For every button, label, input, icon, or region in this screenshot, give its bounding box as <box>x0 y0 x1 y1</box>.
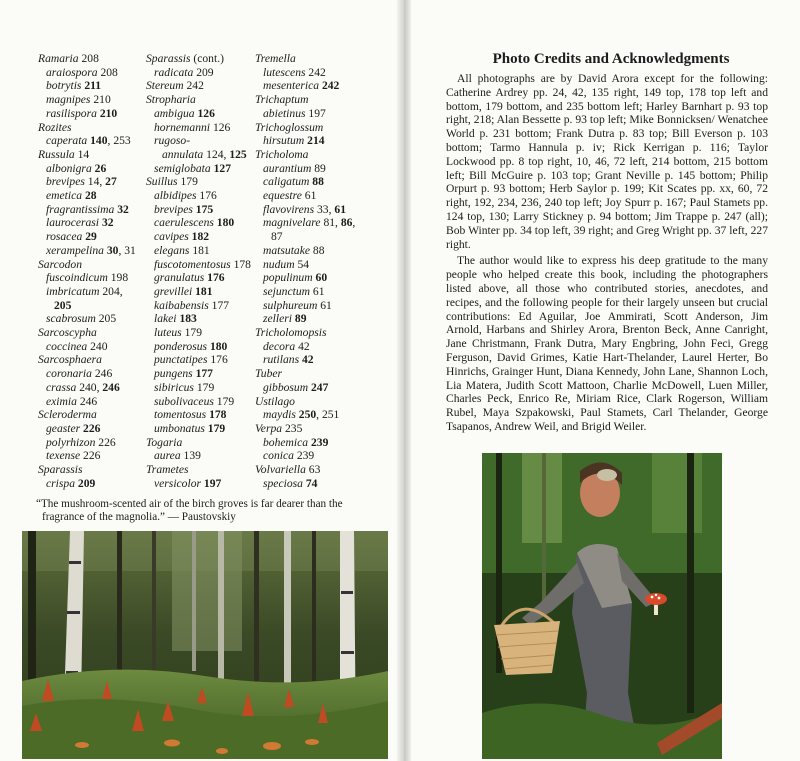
species-name: coronaria <box>46 367 92 381</box>
page-number: 246 <box>94 367 113 381</box>
species-name: geaster <box>46 421 81 435</box>
page-number: 210 <box>93 93 111 107</box>
illustrated-page-number: 180 <box>209 339 228 353</box>
index-species-entry <box>146 107 255 121</box>
illustrated-page-number: 30 <box>106 243 119 257</box>
index-species-entry <box>146 395 255 409</box>
species-name: versicolor <box>154 476 202 490</box>
index-species-entry <box>38 422 146 436</box>
page-number: 239 <box>296 449 315 463</box>
index-genus-entry <box>38 52 146 66</box>
page-number: 81, <box>323 216 341 230</box>
illustrated-page-number: 178 <box>209 408 227 422</box>
page-number: 88 <box>312 243 325 257</box>
species-name: rosacea <box>46 230 83 244</box>
index-species-entry <box>146 271 255 285</box>
species-name: grevillei <box>154 284 193 298</box>
genus-name: Sparassis <box>146 52 191 65</box>
index-species-entry <box>38 395 146 409</box>
illustrated-page-number: 181 <box>195 284 213 298</box>
illustrated-page-number: 177 <box>195 367 213 381</box>
index-species-entry <box>255 244 374 258</box>
species-index <box>38 52 374 491</box>
index-genus-entry <box>146 93 255 107</box>
epigraph-quote <box>36 498 372 525</box>
genus-name: Tricholomopsis <box>255 326 327 340</box>
illustrated-page-number: 211 <box>84 79 102 93</box>
index-species-entry <box>146 312 255 326</box>
index-species-entry <box>38 449 146 463</box>
species-name: aurea <box>154 449 181 463</box>
page-number: 179 <box>216 394 235 408</box>
page-number: 226 <box>98 435 116 449</box>
illustrated-page-number: 89 <box>294 312 307 326</box>
index-species-entry <box>255 203 374 217</box>
genus-name: Sarcodon <box>38 257 83 271</box>
illustrated-page-number: 42 <box>301 353 314 367</box>
index-species-entry <box>38 175 146 189</box>
index-genus-entry <box>38 258 146 272</box>
species-name: rugoso- <box>154 134 191 148</box>
species-name: magnivelare <box>263 216 321 230</box>
genus-name: Trichaptum <box>255 93 309 107</box>
page-number: 176 <box>210 353 228 367</box>
index-species-entry <box>255 477 374 491</box>
index-species-entry <box>38 244 146 258</box>
species-name: crispa <box>46 476 75 490</box>
species-name: umbonatus <box>154 421 205 435</box>
genus-name: Ustilago <box>255 394 295 408</box>
genus-name: Scleroderma <box>38 408 97 422</box>
index-species-entry <box>38 203 146 217</box>
index-genus-entry <box>255 148 374 162</box>
page-number: 176 <box>199 189 217 203</box>
species-name: caperata <box>46 134 88 148</box>
index-species-entry <box>255 449 374 463</box>
species-name: decora <box>263 339 296 353</box>
page-number: 246 <box>79 394 98 408</box>
index-species-entry <box>38 312 146 326</box>
page-number: 179 <box>196 380 215 394</box>
index-species-entry <box>255 312 374 326</box>
illustrated-page-number: 27 <box>105 175 117 189</box>
species-name: coccinea <box>46 339 88 353</box>
species-name: radicata <box>154 65 194 79</box>
quote-line-1: “The mushroom-scented air of the birch groves is far dearer than the <box>36 498 343 510</box>
species-name: cavipes <box>154 230 189 244</box>
page-number: 124, <box>206 147 230 161</box>
species-name: elegans <box>154 243 190 257</box>
index-species-entry <box>146 148 255 162</box>
species-name: tomentosus <box>154 408 207 422</box>
index-species-entry <box>38 230 146 244</box>
index-genus-entry <box>255 367 374 381</box>
species-name: kaibabensis <box>154 298 209 312</box>
illustrated-page-number: 61 <box>334 202 346 216</box>
index-species-entry <box>255 107 374 121</box>
page-number: 61 <box>312 284 325 298</box>
page-number: 178 <box>233 257 251 271</box>
illustrated-page-number: 29 <box>85 230 97 244</box>
index-genus-entry <box>255 52 374 66</box>
page-number: 179 <box>184 326 202 340</box>
index-species-entry <box>146 449 255 463</box>
index-species-entry <box>146 367 255 381</box>
species-name: nudum <box>263 257 295 271</box>
genus-name: Volvariella <box>255 463 306 477</box>
species-name: populinum <box>263 271 313 285</box>
genus-name: Rozites <box>38 120 72 134</box>
species-name: caligatum <box>263 175 310 189</box>
index-species-entry <box>38 66 146 80</box>
index-species-entry <box>38 477 146 491</box>
index-genus-entry <box>38 353 146 367</box>
index-genus-entry <box>146 175 255 189</box>
species-name: flavovirens <box>263 202 315 216</box>
index-continuation-line <box>38 299 146 313</box>
page-number: , 31 <box>118 243 136 257</box>
illustrated-page-number: 26 <box>94 161 107 175</box>
genus-name: Russula <box>38 147 75 161</box>
illustrated-page-number: 205 <box>54 298 72 312</box>
page-number: 139 <box>183 449 201 463</box>
page-number: 61 <box>304 189 317 203</box>
species-name: emetica <box>46 189 83 203</box>
index-species-entry <box>38 367 146 381</box>
index-species-entry <box>146 134 255 148</box>
species-name: hornemanni <box>154 120 211 134</box>
page-number: 14 <box>77 147 90 161</box>
index-species-entry <box>38 436 146 450</box>
species-name: araiospora <box>46 65 98 79</box>
genus-name: Stropharia <box>146 93 196 107</box>
species-name: gibbosum <box>263 380 309 394</box>
index-species-entry <box>146 203 255 217</box>
illustrated-page-number: 246 <box>102 380 120 394</box>
species-name: eximia <box>46 394 77 408</box>
species-name: punctatipes <box>154 353 208 367</box>
illustrated-page-number: 126 <box>197 106 215 120</box>
illustrated-page-number: 125 <box>229 147 247 161</box>
illustrated-page-number: 60 <box>315 271 328 285</box>
page-number: 87 <box>271 230 283 244</box>
forest-photo-drawing <box>22 531 388 759</box>
species-name: sejunctum <box>263 284 311 298</box>
index-species-entry <box>255 285 374 299</box>
index-species-entry <box>146 66 255 80</box>
index-species-entry <box>255 258 374 272</box>
index-genus-entry <box>255 395 374 409</box>
index-species-entry <box>255 436 374 450</box>
species-name: hirsutum <box>263 134 305 148</box>
illustrated-page-number: 28 <box>84 189 97 203</box>
page-number: 208 <box>100 65 118 79</box>
page-number: 242 <box>308 65 326 79</box>
species-name: brevipes <box>154 202 193 216</box>
mushroom-hunter-photo <box>482 453 722 759</box>
photo-credits-paragraph: All photographs are by David Arora except for the following: Catherine Ardrey pp. 24, 42, 135 right, 149 top, 178 top left and bottom, 179 bottom, and 235 bottom left; Harley Barnhart p. 93 top right, 218; Alan Bessette p. 93 top left; Mike Bonnicksen/ Wenatchee World p. 231 bottom; Frank Dutra p. 83 top; Bill Everson p. 103 bottom; Tarmo Hannula p. iv; Rick Kerrigan p. 116; Taylor Lockwood pp. 8 top right, 10, 46, 72 left, 214 bottom, 215 bottom left; Bill McGuire p. 103 top; Grant Neville p. 145 bottom; Philip Orpurt p. 93 bottom; Herb Saylor p. 199; Kit Scates pp. xx, 60, 72 right, 192, 234, 236, 240 top left; Joy Spurr p. 167; Paul Stamets pp. 124 top, 130; Larry Stickney p. 94 bottom; Jim Trappe p. 247 (all); Bob Winter pp. 34 top left, 39 right; and Greg Wright pp. 37 left, 227 right. <box>446 72 768 251</box>
book-gutter <box>397 0 411 761</box>
illustrated-page-number: 214 <box>307 134 325 148</box>
illustrated-page-number: 226 <box>83 421 101 435</box>
species-name: caerulescens <box>154 216 214 230</box>
index-genus-entry <box>38 326 146 340</box>
species-name: conica <box>263 449 294 463</box>
species-name: lakei <box>154 312 177 326</box>
index-genus-entry <box>38 121 146 135</box>
page-number: 63 <box>308 463 321 477</box>
species-name: granulatus <box>154 271 205 285</box>
index-species-entry <box>38 134 146 148</box>
illustrated-page-number: 247 <box>311 380 329 394</box>
illustrated-page-number: 182 <box>191 230 210 244</box>
illustrated-page-number: 250 <box>298 408 317 422</box>
species-name: equestre <box>263 189 302 203</box>
index-genus-entry <box>255 463 374 477</box>
illustrated-page-number: 175 <box>195 202 214 216</box>
index-species-entry <box>146 216 255 230</box>
page-number: 240 <box>90 339 108 353</box>
index-genus-entry <box>38 408 146 422</box>
index-species-entry <box>146 189 255 203</box>
index-species-entry <box>38 285 146 299</box>
page-number: , 253 <box>107 134 131 148</box>
species-name: pungens <box>154 367 193 381</box>
species-name: brevipes <box>46 175 85 189</box>
page-number: 14, <box>87 175 106 189</box>
genus-name: Tuber <box>255 367 283 381</box>
illustrated-page-number: 183 <box>179 312 197 326</box>
species-name: magnipes <box>46 93 91 107</box>
illustrated-page-number: 197 <box>203 476 222 490</box>
index-species-entry <box>38 162 146 176</box>
illustrated-page-number: 179 <box>207 421 226 435</box>
page-number: 126 <box>212 120 231 134</box>
index-species-entry <box>255 353 374 367</box>
index-species-entry <box>255 408 374 422</box>
acknowledgments-paragraph: The author would like to express his deep gratitude to the many people who helped create this book, including the photographers listed above, all those who contributed stories, anecdotes, and recipes, and the following people for their largely unseen but crucial contributions: Ed Aguilar, Joe Ammirati, Scott Anderson, Jim Arnold, Harbans and Shirley Arora, Brenton Beck, Anne Canright, Jane Christmann, Frank Dutra, Mary Engbring, John Feci, Gregg Ferguson, David Grimes, Katie Hart-Thelander, Laurel Herter, Bo Hinrichs, Grainger Hunt, Diana Kennedy, John Lane, Shannon Loch, Lia Matera, Judith Scott Mattoon, Charlie McDowell, Luen Miller, Charles Peck, Enrico Re, Miriam Rice, Clark Rogerson, William Rubel, Maya Szpakowski, Paul Stamets, Carl Thelander, George Tsapanos, Andrew Weil, and Brigid Weiler. <box>446 254 768 433</box>
index-species-entry <box>38 271 146 285</box>
index-genus-entry <box>38 148 146 162</box>
species-name: aurantium <box>263 161 312 175</box>
index-species-entry <box>38 79 146 93</box>
page-number: 240, <box>79 380 103 394</box>
page-number: 42 <box>298 339 310 353</box>
species-name: botrytis <box>46 79 82 93</box>
page-number: 226 <box>83 449 101 463</box>
page-number: 209 <box>196 65 214 79</box>
index-species-entry <box>255 340 374 354</box>
index-species-entry <box>146 121 255 135</box>
illustrated-page-number: 210 <box>99 106 118 120</box>
index-species-entry <box>38 93 146 107</box>
genus-name: Trametes <box>146 463 189 477</box>
index-species-entry <box>146 340 255 354</box>
species-name: matsutake <box>263 243 311 257</box>
index-species-entry <box>38 340 146 354</box>
index-genus-entry <box>146 79 255 93</box>
species-name: zelleri <box>263 312 292 326</box>
illustrated-page-number: 242 <box>321 79 340 93</box>
illustrated-page-number: 140 <box>90 134 108 148</box>
index-species-entry <box>146 353 255 367</box>
index-species-entry <box>146 477 255 491</box>
index-species-entry <box>146 299 255 313</box>
index-species-entry <box>255 66 374 80</box>
index-species-entry <box>38 381 146 395</box>
page-number: 204, <box>102 284 123 298</box>
index-genus-entry <box>146 52 255 66</box>
index-species-entry <box>255 175 374 189</box>
page-number: 198 <box>110 271 129 285</box>
species-name: crassa <box>46 380 77 394</box>
species-name: scabrosum <box>46 312 96 326</box>
person-photo-drawing <box>482 453 722 759</box>
species-name: fuscoindicum <box>46 271 108 285</box>
page-number: 61 <box>320 298 332 312</box>
species-name: lutescens <box>263 65 306 79</box>
species-name: mesenterica <box>263 79 320 93</box>
index-species-entry <box>146 422 255 436</box>
page-number: 197 <box>308 106 326 120</box>
illustrated-page-number: 176 <box>207 271 225 285</box>
species-name: laurocerasi <box>46 216 100 230</box>
index-species-entry <box>255 162 374 176</box>
index-species-entry <box>38 107 146 121</box>
index-species-entry <box>255 216 374 230</box>
index-column-2 <box>146 52 255 491</box>
species-name: albonigra <box>46 161 92 175</box>
species-name: speciosa <box>263 476 303 490</box>
species-name: sibiricus <box>154 380 194 394</box>
index-species-entry <box>255 134 374 148</box>
illustrated-page-number: 239 <box>310 435 329 449</box>
page-number: 89 <box>314 161 326 175</box>
index-column-1 <box>38 52 146 491</box>
species-name: fragrantissima <box>46 202 115 216</box>
index-genus-entry <box>146 463 255 477</box>
index-species-entry <box>146 326 255 340</box>
species-name: fuscotomentosus <box>154 257 231 271</box>
illustrated-page-number: 32 <box>101 216 114 230</box>
index-genus-entry <box>255 93 374 107</box>
index-species-entry <box>146 381 255 395</box>
index-species-entry <box>146 162 255 176</box>
genus-name: Stereum <box>146 79 184 93</box>
species-name: ambigua <box>154 106 195 120</box>
page-number: 54 <box>297 257 310 271</box>
index-genus-entry <box>38 463 146 477</box>
credits-text <box>446 72 768 434</box>
page-number: , 251 <box>316 408 340 422</box>
species-name: abietinus <box>263 106 306 120</box>
page-number: 242 <box>186 79 204 93</box>
genus-name: Sarcoscypha <box>38 326 97 340</box>
species-name: texense <box>46 449 81 463</box>
page-number: 177 <box>211 298 230 312</box>
page-number: 205 <box>98 312 117 326</box>
quote-line-2: fragrance of the magnolia.” — Paustovskiy <box>42 511 236 524</box>
species-name: imbricatum <box>46 284 100 298</box>
genus-name: Ramaria <box>38 52 79 65</box>
illustrated-page-number: 32 <box>117 202 129 216</box>
species-name: rutilans <box>263 353 300 367</box>
index-species-entry <box>255 189 374 203</box>
index-species-entry <box>146 408 255 422</box>
page-number: 179 <box>180 175 198 189</box>
illustrated-page-number: 86 <box>340 216 353 230</box>
illustrated-page-number: 88 <box>312 175 324 189</box>
page-number: 235 <box>284 421 303 435</box>
illustrated-page-number: 180 <box>216 216 235 230</box>
page-number: , <box>352 216 356 230</box>
species-name: luteus <box>154 326 182 340</box>
genus-name: Tremella <box>255 52 296 65</box>
species-name: polyrhizon <box>46 435 96 449</box>
index-species-entry <box>146 285 255 299</box>
index-species-entry <box>255 381 374 395</box>
illustrated-page-number: 74 <box>305 476 318 490</box>
index-genus-entry <box>255 422 374 436</box>
index-genus-entry <box>146 436 255 450</box>
index-continuation-line <box>255 230 374 244</box>
index-species-entry <box>146 258 255 272</box>
genus-name: Togaria <box>146 435 183 449</box>
index-species-entry <box>146 244 255 258</box>
illustrated-page-number: 209 <box>77 476 96 490</box>
index-column-3 <box>255 52 374 491</box>
index-genus-entry <box>255 121 374 135</box>
genus-name: Verpa <box>255 421 283 435</box>
page-number: 208 <box>81 52 99 65</box>
genus-name: Sparassis <box>38 463 83 477</box>
page-number: 181 <box>192 243 210 257</box>
index-species-entry <box>38 189 146 203</box>
species-name: bohemica <box>263 435 309 449</box>
genus-name: Tricholoma <box>255 147 309 161</box>
species-name: ponderosus <box>154 339 208 353</box>
index-species-entry <box>255 299 374 313</box>
species-name: rasilispora <box>46 106 97 120</box>
index-species-entry <box>146 230 255 244</box>
species-name: xerampelina <box>46 243 104 257</box>
species-name: subolivaceus <box>154 394 214 408</box>
species-name: maydis <box>263 408 296 422</box>
index-genus-entry <box>255 326 374 340</box>
illustrated-page-number: 127 <box>213 161 231 175</box>
genus-name: Suillus <box>146 175 178 189</box>
genus-name: Sarcosphaera <box>38 353 102 367</box>
index-species-entry <box>38 216 146 230</box>
index-species-entry <box>255 271 374 285</box>
genus-name: Trichoglossum <box>255 120 324 134</box>
species-name: albidipes <box>154 189 197 203</box>
species-name: semiglobata <box>154 161 211 175</box>
birch-forest-photo <box>22 531 388 759</box>
credits-title: Photo Credits and Acknowledgments <box>492 51 730 67</box>
page-number: 33, <box>317 202 335 216</box>
continued-note: (cont.) <box>190 52 224 65</box>
species-name: sulphureum <box>263 298 318 312</box>
index-species-entry <box>255 79 374 93</box>
species-name: annulata <box>162 147 204 161</box>
